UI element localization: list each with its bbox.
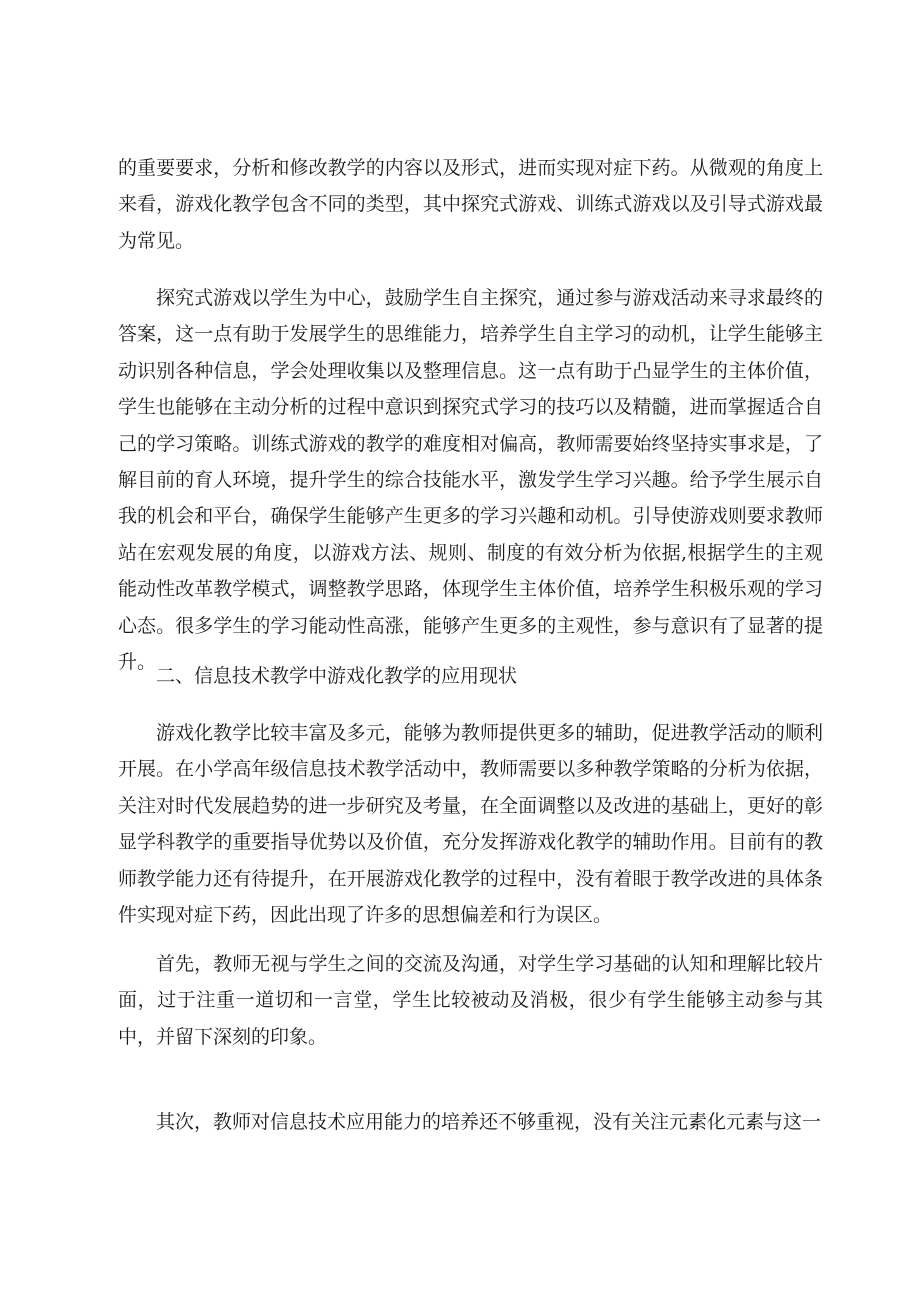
paragraph-second-issue: 其次，教师对信息技术应用能力的培养还不够重视，没有关注元素化元素与这一 [156,1111,822,1133]
paragraph-application-status: 游戏化教学比较丰富及多元，能够为教师提供更多的辅助，促进教学活动的顺利开展。在小学高年级信息技术教学活动中，教师需要以多种教学策略的分析为依据，关注对时代发展趋势的进一步研究及考量，在全面调整以及改进的基础上，更好的彰显学科教学的重要指导优势以及价值，充分发挥游戏化教学的辅助作用。目前有的教师教学能力还有待提升，在开展游戏化教学的过程中，没有着眼于教学改进的具体条件实现对症下药，因此出现了许多的思想偏差和行为误区。 [118,722,823,927]
section-heading: 二、信息技术教学中游戏化教学的应用现状 [156,665,518,687]
paragraph-exploratory-games: 探究式游戏以学生为中心，鼓励学生自主探究，通过参与游戏活动来寻求最终的答案，这一点有助于发展学生的思维能力，培养学生自主学习的动机，让学生能够主动识别各种信息，学会处理收集以及整理信息。这一点有助于凸显学生的主体价值，学生也能够在主动分析的过程中意识到探究式学习的技巧以及精髓，进而掌握适合自己的学习策略。训练式游戏的教学的难度相对偏高，教师需要始终坚持实事求是，了解目前的育人环境，提升学生的综合技能水平，激发学生学习兴趣。给予学生展示自我的机会和平台，确保学生能够产生更多的学习兴趣和动机。引导使游戏则要求教师站在宏观发展的角度，以游戏方法、规则、制度的有效分析为依据,根据学生的主观能动性改革教学模式，调整教学思路，体现学生主体价值，培养学生积极乐观的学习心态。很多学生的学习能动性高涨，能够产生更多的主观性，参与意识有了显著的提升。 [118,287,823,674]
paragraph-first-issue: 首先，教师无视与学生之间的交流及沟通，对学生学习基础的认知和理解比较片面，过于注重一道切和一言堂，学生比较被动及消极，很少有学生能够主动参与其中，并留下深刻的印象。 [118,953,823,1048]
paragraph-continuation: 的重要要求，分析和修改教学的内容以及形式，进而实现对症下药。从微观的角度上来看，游戏化教学包含不同的类型，其中探究式游戏、训练式游戏以及引导式游戏最为常见。 [118,157,823,252]
